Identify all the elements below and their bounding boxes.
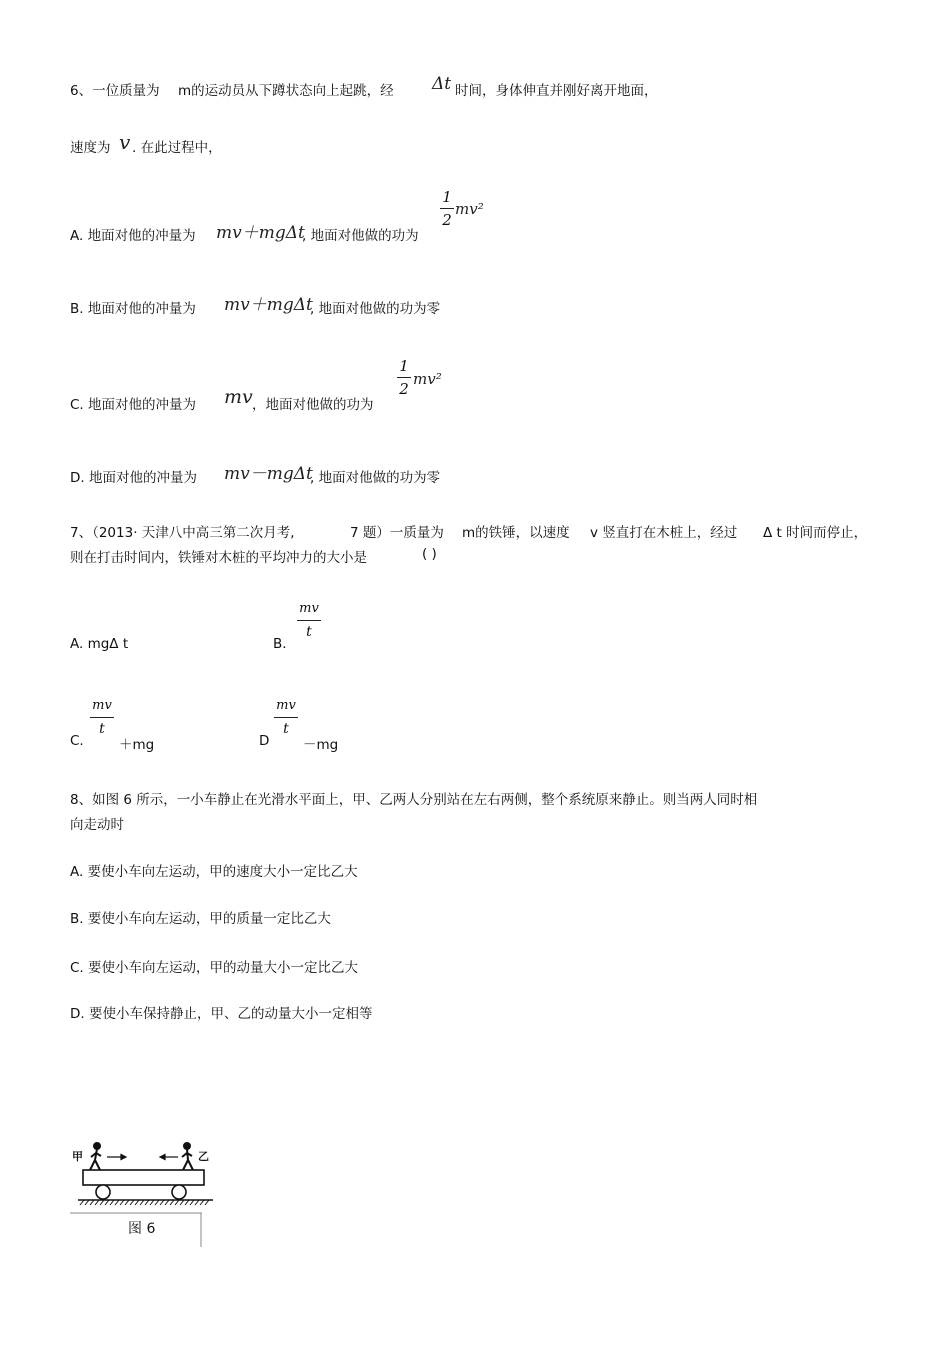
q6-option-a-half: 1 2 — [440, 188, 454, 229]
cart-wheel-left — [96, 1185, 110, 1199]
q7-line1-d: v 竖直打在木桩上，经过 — [590, 525, 738, 541]
q7-option-c-tail: ＋mg — [119, 737, 155, 753]
person-left-label: 甲 — [72, 1150, 83, 1163]
q7-option-a: A. mgΔ t — [70, 636, 129, 652]
q6-line2-b: . 在此过程中， — [132, 140, 222, 156]
q7-option-d-label: D — [259, 733, 270, 749]
q8-option-a: A. 要使小车向左运动，甲的速度大小一定比乙大 — [70, 864, 358, 880]
q8-line1: 8、如图 6 所示，一小车静止在光滑水平面上，甲、乙两人分别站在左右两侧，整个系统原来静止。则当两人同时相 — [70, 792, 758, 808]
cart-body — [83, 1170, 204, 1185]
cart-wheel-right — [172, 1185, 186, 1199]
arrow-right-icon — [107, 1155, 126, 1160]
q6-delta-t: Δt — [432, 74, 452, 94]
q6-option-d-tail: , 地面对他做的功为零 — [310, 470, 441, 486]
q6-option-c-mid: ，地面对他做的功为 — [252, 397, 374, 413]
person-right — [182, 1143, 193, 1170]
q6-line1-b: 时间，身体伸直并刚好离开地面， — [455, 83, 658, 99]
q7-answer-paren: ( ) — [422, 546, 437, 562]
q6-option-d-expr: mv－mgΔt — [224, 464, 313, 484]
q6-option-a-expr: mv＋mgΔt — [216, 223, 305, 243]
q6-option-c-expr: mv — [224, 386, 253, 408]
person-left — [90, 1143, 101, 1170]
q7-option-d-frac: mv t — [274, 697, 298, 738]
q6-v: v — [119, 130, 131, 154]
figure-caption: 图 6 — [128, 1221, 156, 1237]
q7-line1-a: 7、（2013· 天津八中高三第二次月考, — [70, 525, 295, 541]
q8-line2: 向走动时 — [70, 817, 124, 833]
q6-option-b-expr: mv＋mgΔt — [224, 295, 313, 315]
person-right-label: 乙 — [198, 1150, 209, 1163]
q6-line2-a: 速度为 — [70, 140, 111, 156]
q6-option-d-label: D. 地面对他的冲量为 — [70, 470, 197, 486]
q6-option-c-label: C. 地面对他的冲量为 — [70, 397, 197, 413]
q7-line1-e: Δ t 时间而停止， — [763, 525, 868, 541]
q6-option-a-label: A. 地面对他的冲量为 — [70, 228, 196, 244]
ground-hatch — [80, 1200, 209, 1205]
q7-option-b-label: B. — [273, 636, 287, 652]
q8-option-c: C. 要使小车向左运动，甲的动量大小一定比乙大 — [70, 960, 359, 976]
q8-option-d: D. 要使小车保持静止，甲、乙的动量大小一定相等 — [70, 1006, 373, 1022]
q7-line1-b: 7 题）一质量为 — [350, 525, 444, 541]
q8-option-b: B. 要使小车向左运动，甲的质量一定比乙大 — [70, 911, 331, 927]
q6-option-b-label: B. 地面对他的冲量为 — [70, 301, 196, 317]
q6-option-c-half: 1 2 — [397, 357, 411, 398]
figure-6 — [70, 1135, 220, 1250]
arrow-left-icon — [160, 1155, 178, 1160]
q6-option-a-mid: , 地面对他做的功为 — [302, 228, 419, 244]
q7-option-b-frac: mv t — [297, 600, 321, 641]
q6-line1-a: 6、一位质量为 — [70, 83, 160, 99]
q6-line1-m: m的运动员从下蹲状态向上起跳，经 — [178, 83, 394, 99]
q6-option-a-mv2: mv² — [455, 200, 484, 218]
q7-option-c-frac: mv t — [90, 697, 114, 738]
q7-line1-c: m的铁锤，以速度 — [462, 525, 570, 541]
q7-line2: 则在打击时间内，铁锤对木桩的平均冲力的大小是 — [70, 550, 367, 566]
q6-option-b-tail: , 地面对他做的功为零 — [310, 301, 441, 317]
q6-option-c-mv2: mv² — [413, 370, 442, 388]
q7-option-c-label: C. — [70, 733, 84, 749]
q7-option-d-tail: －mg — [303, 737, 339, 753]
